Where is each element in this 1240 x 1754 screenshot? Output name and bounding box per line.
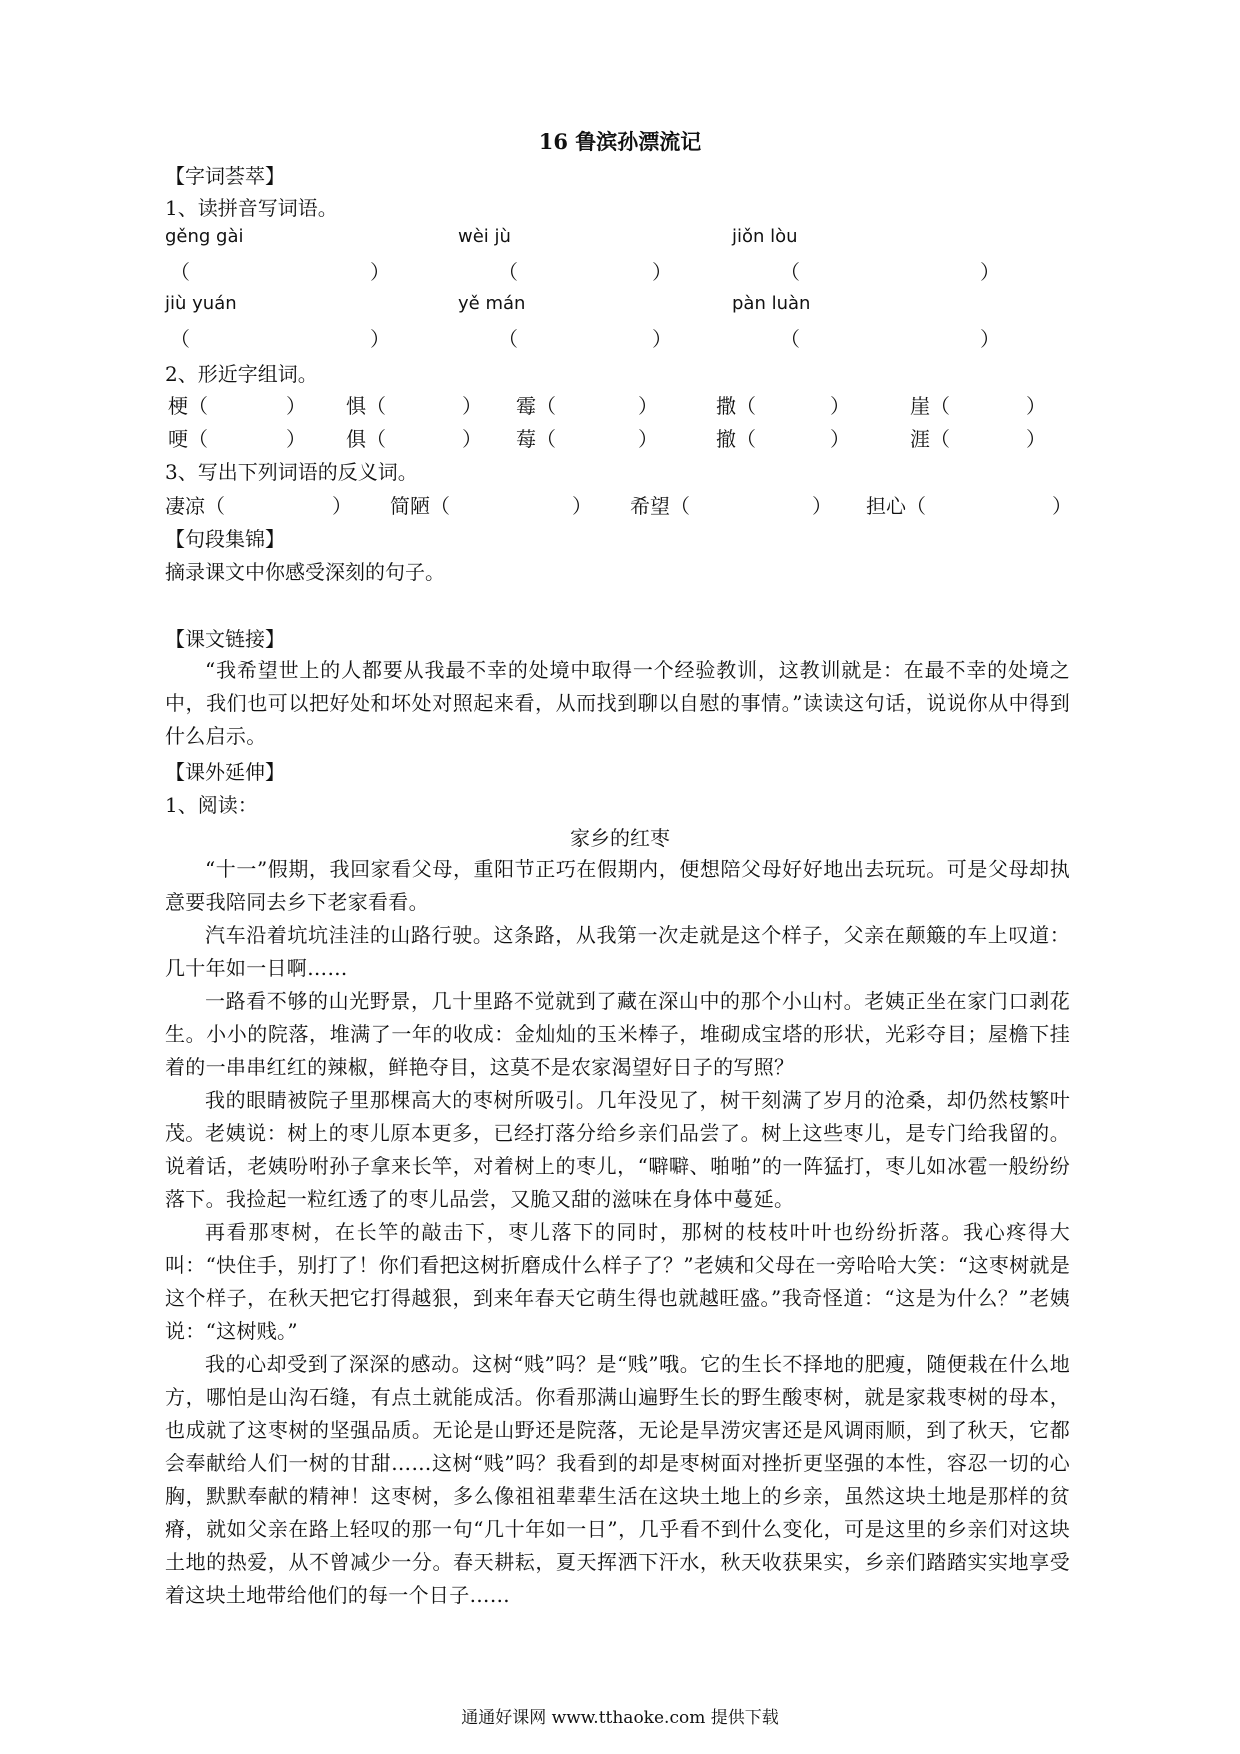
article-paragraph: 我的眼睛被院子里那棵高大的枣树所吸引。几年没见了，树干刻满了岁月的沧桑，却仍然枝繁叶茂。 — [165, 1088, 1070, 1145]
char-item: 惧（ — [346, 394, 386, 418]
question-1: 1、读拼音写词语。 — [165, 196, 338, 220]
char-item: 梗（ — [168, 394, 208, 418]
char-close-paren: ） — [830, 394, 850, 418]
section-heading-words: 【字词荟萃】 — [165, 164, 285, 188]
article-title: 家乡的红枣 — [570, 826, 670, 850]
section-heading-sentences: 【句段集锦】 — [165, 527, 285, 551]
answer-open-paren: （ — [498, 260, 518, 284]
pinyin-jiuyuan: jiù yuán — [165, 293, 237, 314]
char-close-paren: ） — [286, 427, 306, 451]
pinyin-gengai: gěng gài — [165, 226, 244, 247]
sentences-instruction: 摘录课文中你感受深刻的句子。 — [165, 560, 445, 584]
antonym-close-paren: ） — [812, 494, 832, 518]
answer-open-paren: （ — [170, 327, 190, 351]
char-item: 崖（ — [910, 394, 950, 418]
answer-close-paren: ） — [652, 327, 672, 351]
question-2: 2、形近字组词。 — [165, 362, 318, 386]
antonym-close-paren: ） — [332, 494, 352, 518]
section-heading-extension: 【课外延伸】 — [165, 760, 285, 784]
link-paragraph: “我希望世上的人都要从我最不幸的处境中取得一个经验教训，这教训就是：在最不幸的处境之中，我们也可以把好处和坏处对照起来看，从而找到聊以自慰的事情。”读读这句话，说说你从中得到什么启示。 — [165, 658, 1070, 748]
article-paragraph: 一路看不够的山光野景，几十里路不觉就到了藏在深山中的那个小山村。老姨正坐在家门口剥花生。小小的院落，堆满了一年的收成：金灿灿的玉米棒子，堆砌成宝塔的形状，光彩夺目；屋檐下挂着的一串串红红的辣椒，鲜艳夺目，这莫不是农家渴望好日子的写照？ — [165, 989, 1070, 1079]
char-close-paren: ） — [462, 394, 482, 418]
antonym-item: 凄凉（ — [165, 494, 225, 518]
char-item: 撤（ — [716, 427, 756, 451]
antonym-close-paren: ） — [572, 494, 592, 518]
char-item: 涯（ — [910, 427, 950, 451]
pinyin-jianlou: jiǒn lòu — [732, 226, 798, 247]
antonym-item: 希望（ — [630, 494, 690, 518]
answer-close-paren: ） — [980, 327, 1000, 351]
answer-open-paren: （ — [170, 260, 190, 284]
article-paragraph: 老姨说：树上的枣儿原本更多，已经打落分给乡亲们品尝了。树上这些枣儿，是专门给我留的。说着话，老姨吩咐孙子拿来长竿，对着树上的枣儿，“噼噼、啪啪”的一阵猛打，枣儿如冰雹一般纷纷落下。我捡起一粒红透了的枣儿品尝，又脆又甜的滋味在身体中蔓延。 — [165, 1121, 1070, 1211]
question-3: 3、写出下列词语的反义词。 — [165, 460, 418, 484]
pinyin-panluan: pàn luàn — [732, 293, 811, 314]
char-item: 莓（ — [516, 427, 556, 451]
char-close-paren: ） — [1026, 427, 1046, 451]
antonym-item: 担心（ — [866, 494, 926, 518]
answer-close-paren: ） — [370, 327, 390, 351]
char-item: 霉（ — [516, 394, 556, 418]
answer-open-paren: （ — [780, 327, 800, 351]
char-item: 哽（ — [168, 427, 208, 451]
article-paragraph: 再看那枣树，在长竿的敲击下，枣儿落下的同时，那树的枝枝叶叶也纷纷折落。我心疼得大叫：“快住手，别打了！你们看把这树折磨成什么样子了？”老姨和父母在一旁哈哈大笑：“这枣树就是这个样子，在秋天把它打得越狠，到来年春天它萌生得也就越旺盛。”我奇怪道：“这是为什么？”老姨说：“这树贱。” — [165, 1220, 1070, 1343]
article-paragraph: 汽车沿着坑坑洼洼的山路行驶。这条路，从我第一次走就是这个样子，父亲在颠簸的车上叹道：几十年如一日啊…… — [165, 923, 1070, 980]
antonym-close-paren: ） — [1052, 494, 1072, 518]
pinyin-weiju: wèi jù — [458, 226, 511, 247]
article-paragraph: “十一”假期，我回家看父母，重阳节正巧在假期内，便想陪父母好好地出去玩玩。可是父母却执意要我陪同去乡下老家看看。 — [165, 857, 1070, 914]
answer-close-paren: ） — [370, 260, 390, 284]
char-close-paren: ） — [462, 427, 482, 451]
answer-open-paren: （ — [498, 327, 518, 351]
answer-close-paren: ） — [652, 260, 672, 284]
answer-close-paren: ） — [980, 260, 1000, 284]
char-close-paren: ） — [638, 394, 658, 418]
page-title: 16 鲁滨孙漂流记 — [538, 129, 702, 154]
char-item: 撒（ — [716, 394, 756, 418]
char-close-paren: ） — [830, 427, 850, 451]
answer-open-paren: （ — [780, 260, 800, 284]
char-close-paren: ） — [286, 394, 306, 418]
char-item: 俱（ — [346, 427, 386, 451]
section-heading-link: 【课文链接】 — [165, 627, 285, 651]
footer-text: 通通好课网 www.tthaoke.com 提供下载 — [461, 1708, 779, 1728]
pinyin-yeman: yě mán — [458, 293, 526, 314]
char-close-paren: ） — [1026, 394, 1046, 418]
char-close-paren: ） — [638, 427, 658, 451]
reading-question: 1、阅读： — [165, 793, 258, 817]
article-paragraph: 我的心却受到了深深的感动。这树“贱”吗？是“贱”哦。它的生长不择地的肥瘦，随便栽在什么地方，哪怕是山沟石缝，有点土就能成活。你看那满山遍野生长的野生酸枣树，就是家栽枣树的母本，也成就了这枣树的坚强品质。无论是山野还是院落，无论是旱涝灾害还是风调雨顺，到了秋天，它都会奉献给人们一树的甘甜……这树“贱”吗？我看到的却是枣树面对挫折更坚强的本性，容忍一切的心胸，默默奉献的精神！这枣树，多么像祖祖辈辈生活在这块土地上的乡亲，虽然这块土地是那样的贫瘠，就如父亲在路上轻叹的那一句“几十年如一日”，几乎看不到什么变化，可是这里的乡亲们对这块土地的热爱，从不曾减少一分。春天耕耘，夏天挥洒下汗水，秋天收获果实，乡亲们踏踏实实地享受着这块土地带给他们的每一个日子…… — [165, 1352, 1070, 1607]
antonym-item: 简陋（ — [390, 494, 450, 518]
